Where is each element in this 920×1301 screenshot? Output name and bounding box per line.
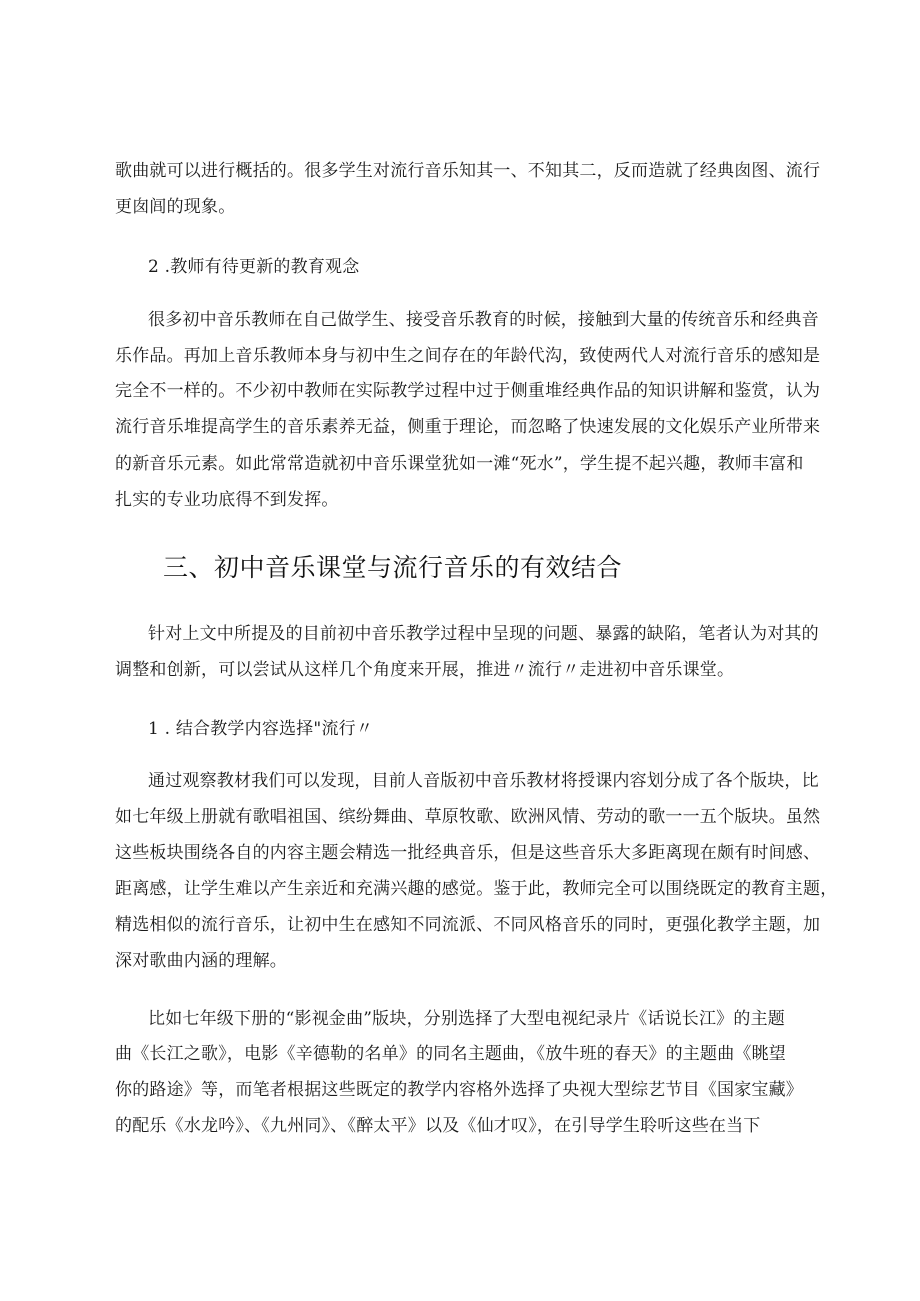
paragraph-line: 如七年级上册就有歌唱祖国、缤纷舞曲、草原牧歌、欧洲风情、劳动的歌一一五个版块。虽然 <box>115 807 821 827</box>
section-heading: 三、初中音乐课堂与流行音乐的有效结合 <box>163 553 623 582</box>
paragraph-line: 曲《长江之歌》，电影《辛德勒的名单》的同名主题曲，《放牛班的春天》的主题曲《眺望 <box>115 1044 786 1064</box>
paragraph-line: 乐作品。再加上音乐教师本身与初中生之间存在的年龄代沟，致使两代人对流行音乐的感知是 <box>115 346 821 366</box>
paragraph-line: 很多初中音乐教师在自己做学生、接受音乐教育的时候，接触到大量的传统音乐和经典音 <box>148 310 819 330</box>
paragraph-line: 针对上文中所提及的目前初中音乐教学过程中呈现的问题、暴露的缺陷，笔者认为对其的 <box>148 624 819 644</box>
paragraph-line: 比如七年级下册的“影视金曲”版块，分别选择了大型电视纪录片《话说长江》的主题 <box>148 1009 785 1029</box>
subheading: 2 .教师有待更新的教育观念 <box>148 257 360 277</box>
paragraph-line: 这些板块围绕各自的内容主题会精选一批经典音乐，但是这些音乐大多距离现在颇有时间感、 <box>115 843 821 863</box>
paragraph-line: 通过观察教材我们可以发现，目前人音版初中音乐教材将授课内容划分成了各个版块，比 <box>148 771 819 791</box>
paragraph-line: 精选相似的流行音乐，让初中生在感知不同流派、不同风格音乐的同时，更强化教学主题，加 <box>115 915 821 935</box>
paragraph-line: 距离感，让学生难以产生亲近和充满兴趣的感觉。鉴于此，教师完全可以围绕既定的教育主题， <box>115 879 838 899</box>
paragraph-line: 流行音乐堆提高学生的音乐素养无益，侧重于理论，而忽略了快速发展的文化娱乐产业所带来 <box>115 417 821 437</box>
paragraph-line: 深对歌曲内涵的理解。 <box>115 951 287 971</box>
paragraph-line: 扎实的专业功底得不到发挥。 <box>115 490 339 510</box>
paragraph-line: 的新音乐元素。如此常常造就初中音乐课堂犹如一滩“死水”，学生提不起兴趣，教师丰富和 <box>115 454 804 474</box>
paragraph-line: 更囱闾的现象。 <box>115 197 236 217</box>
paragraph-line: 完全不一样的。不少初中教师在实际教学过程中过于侧重堆经典作品的知识讲解和鉴赏，认为 <box>115 381 821 401</box>
paragraph-line: 调整和创新，可以尝试从这样几个角度来开展，推进〃流行〃走进初中音乐课堂。 <box>115 660 735 680</box>
paragraph-line: 你的路途》等，而笔者根据这些既定的教学内容格外选择了央视大型综艺节目《国家宝藏》 <box>115 1080 803 1100</box>
subheading: 1 . 结合教学内容选择"流行〃 <box>148 719 374 739</box>
paragraph-line: 歌曲就可以进行概括的。很多学生对流行音乐知其一、不知其二，反而造就了经典囱图、流行 <box>115 161 821 181</box>
paragraph-line: 的配乐《水龙吟》、《九州同》、《醉太平》以及《仙才叹》，在引导学生聆听这些在当下 <box>115 1116 761 1136</box>
